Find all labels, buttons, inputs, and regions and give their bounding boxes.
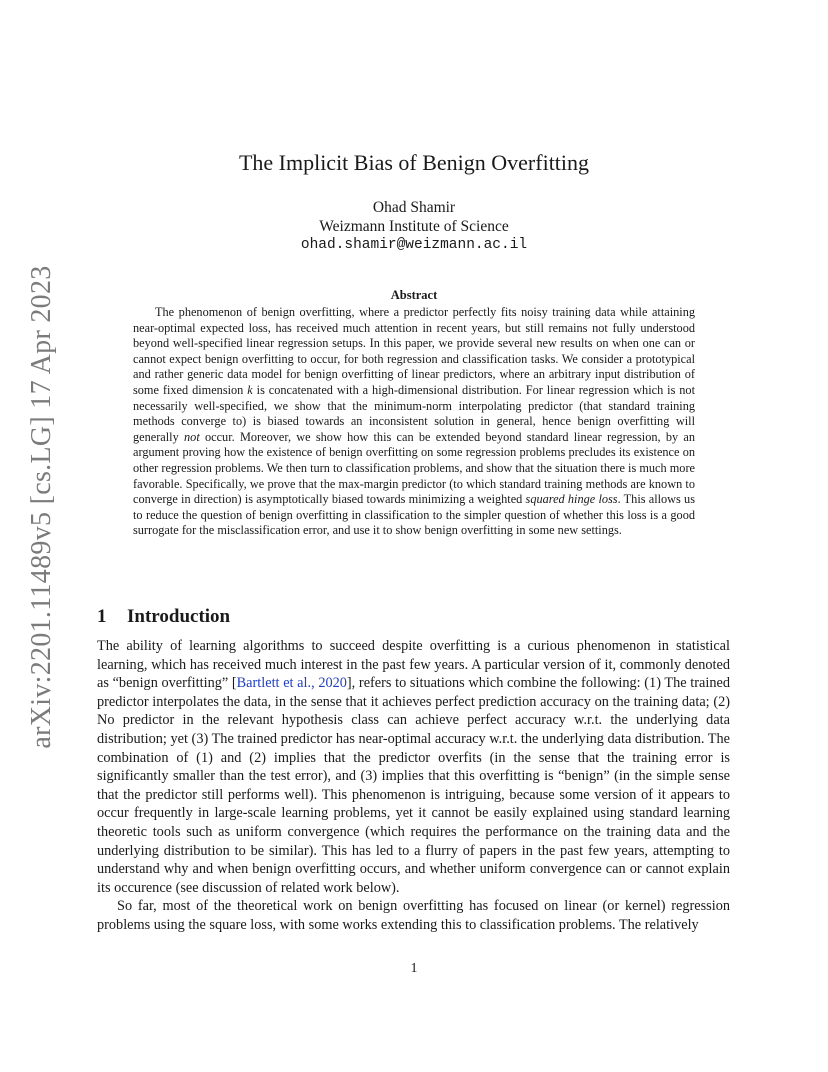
abstract-paragraph: [133, 305, 695, 539]
author-affiliation: Weizmann Institute of Science: [319, 218, 509, 235]
abstract-emph-not: not: [184, 429, 200, 444]
page-number: 1: [410, 961, 418, 976]
abstract-math-k: k: [247, 382, 253, 397]
paper-title: The Implicit Bias of Benign Overfitting: [238, 150, 590, 175]
section-number: 1: [97, 606, 107, 627]
intro-p1-text-b: ], refers to situations which combine the following: (1) The trained predictor interpolates the data, in the sense that it achieves perfect prediction accuracy on the training data; (2) No predictor in the relevant hypothesis class can achieve perfect accuracy w.r.t. the underlying data distribution; yet (3) The trained predictor has near-optimal accuracy w.r.t. the underlying data distribution. The combination of (1) and (2) implies that the predictor overfits (in the sense that the training error is significantly smaller than the test error), and (3) implies that this overfitting is “benign” (in the simple sense that the predictor still performs well). This phenomenon is intriguing, because some version of it appears to occur frequently in large-scale learning problems, yet it cannot be easily explained using standard learning theoretic tools such as uniform convergence (which requires the performance on the training data and the underlying distribution to be similar). This has led to a flurry of papers in the past few years, attempting to understand why and when benign overfitting occurs, and whether uniform convergence can or cannot explain its occurence (see discussion of related work below).: [97, 675, 730, 896]
section-heading-introduction: [97, 606, 230, 628]
introduction-body: [97, 637, 730, 935]
abstract-text-3: occur. Moreover, we show how this can be extended beyond standard linear regression, by an argument proving how the existence of benign overfitting on some regression problems precludes its existence on other regression problems. We then turn to classification problems, and show that the situation there is much more favorable. Specifically, we prove that the max-margin predictor (to which standard training methods are known to converge in direction) is asymptotically biased towards minimizing a weighted: [133, 429, 695, 507]
arxiv-identifier-stamp: arXiv:2201.11489v5 [cs.LG] 17 Apr 2023: [26, 265, 57, 749]
abstract-body: [133, 305, 695, 539]
abstract-heading: Abstract: [390, 288, 438, 302]
citation-link-bartlett[interactable]: Bartlett et al., 2020: [236, 675, 347, 692]
intro-paragraph-2: So far, most of the theoretical work on benign overfitting has focused on linear (or kernel) regression problems using the square loss, with some works extending this to classification problems. The relatively: [97, 898, 730, 933]
author-name: Ohad Shamir: [372, 199, 456, 216]
abstract-emph-loss: squared hinge loss: [525, 492, 618, 507]
abstract-text-2: is concatenated with a high-dimensional distribution. For linear regression which is not necessarily well-specified, we show that the minimum-norm interpolating predictor (that standard training methods converge to) is biased towards an inconsistent solution in general, hence benign overfitting will generally: [133, 382, 695, 444]
section-title: Introduction: [127, 606, 231, 627]
abstract-text-1: The phenomenon of benign overfitting, where a predictor perfectly fits noisy training data while attaining near-optimal expected loss, has received much attention in recent years, but still remains not fully understood beyond well-specified linear regression setups. In this paper, we provide several new results on when one can or cannot expect benign overfitting to occur, for both regression and classification tasks. We consider a prototypical and rather generic data model for benign overfitting of linear predictors, where an arbitrary input distribution of some fixed dimension: [133, 305, 695, 397]
abstract-text-4: . This allows us to reduce the question of benign overfitting in classification to the simpler question of whether this loss is a good surrogate for the misclassification error, and use it to show benign overfitting in some new settings.: [133, 492, 695, 538]
intro-paragraph-1: [97, 637, 730, 897]
author-email: ohad.shamir@weizmann.ac.il: [300, 237, 528, 253]
intro-p1-text-a: The ability of learning algorithms to succeed despite overfitting is a curious phenomenon in statistical learning, which has received much interest in the past few years. A particular version of it, commonly denoted as “benign overfitting” [: [97, 638, 730, 692]
